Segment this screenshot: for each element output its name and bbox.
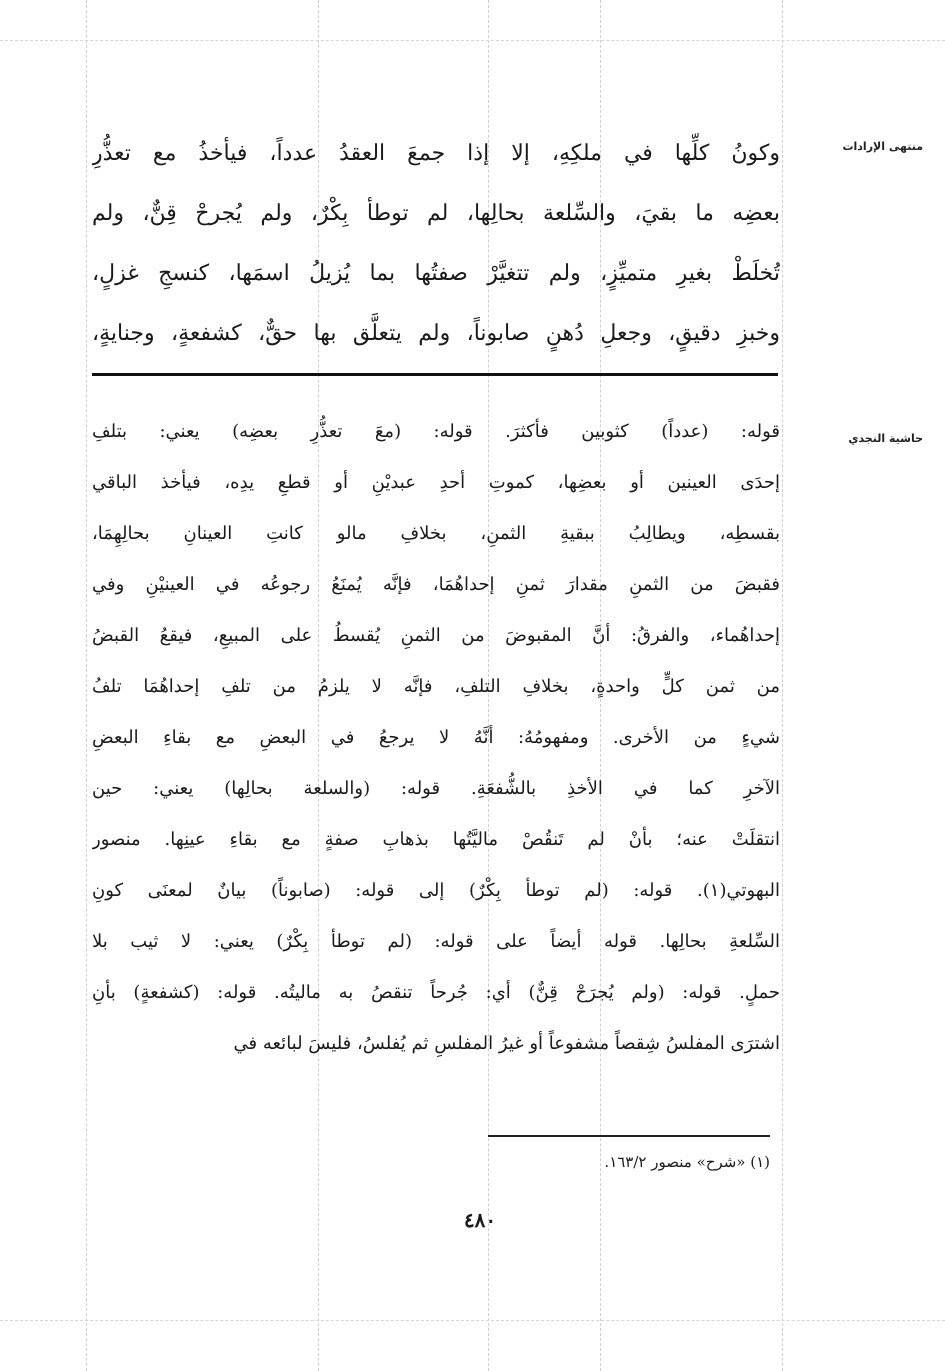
commentary-line: قوله: (عدداً) كثوبين فأكثرَ. قوله: (معَ تعذُّرِ بعضِه) يعني: بتلفِ — [92, 421, 780, 442]
side-label-main: منتهى الإرادات — [842, 140, 923, 153]
commentary-line: شيءٍ من الأخرى. ومفهومُهُ: أنَّهُ لا يرجعُ في البعضِ مع بقاءِ البعضِ — [92, 727, 780, 748]
main-text-line: وخبزِ دقيقٍ، وجعلِ دُهنٍ صابوناً، ولم يتعلَّق بها حقٌّ، كشفعةٍ، وجنايةٍ، — [92, 321, 780, 346]
commentary-line: السِّلعةِ بحالِها. قوله أيضاً على قوله: (لم توطأ بِكْرٌ) يعني: لا ثيب بلا — [92, 931, 780, 952]
side-label-commentary: حاشية النجدي — [848, 432, 923, 445]
main-text-line: بعضِه ما بقيَ، والسِّلعة بحالِها، لم توطأ بِكْرٌ، ولم يُجرحْ قِنٌّ، ولم — [92, 201, 780, 226]
commentary-text — [92, 410, 780, 1073]
scan-guide-line — [0, 40, 945, 41]
commentary-line: الآخرِ كما في الأخذِ بالشُّفعَةِ. قوله: (والسلعة بحالِها) يعني: حين — [92, 778, 780, 799]
footnote: (١) «شرح» منصور ١٦٣/٢. — [604, 1153, 770, 1171]
main-text-line: تُخلَطْ بغيرِ متميِّزٍ، ولم تتغيَّرْ صفتُها بما يُزيلُ اسمَها، كنسجِ غزلٍ، — [92, 261, 780, 286]
commentary-line: إحداهُماء، والفرقُ: أنَّ المقبوضَ من الثمنِ يُقسطُ على المبيعِ، فيقعُ القبضُ — [92, 625, 780, 646]
main-text — [92, 124, 780, 364]
commentary-line: إحدَى العينين أو بعضِها، كموتِ أحدِ عبديْنِ أو قطعِ يدِه، فيأخذ الباقي — [92, 472, 780, 493]
scan-guide-line — [782, 0, 783, 1371]
commentary-line: البهوتي(١). قوله: (لم توطأ بِكْرٌ) إلى قوله: (صابوناً) بيانٌ لمعنَى كونِ — [92, 880, 780, 901]
scan-guide-line — [0, 1320, 945, 1321]
commentary-line: فقبضَ من الثمنِ مقدارَ ثمنِ إحداهُمَا، فإنَّه يُمنَعُ رجوعُه في العينيْنِ وفي — [92, 574, 780, 595]
section-divider — [92, 373, 778, 376]
commentary-line: انتقلَتْ عنه؛ بأنْ لم تَنقُصْ ماليَّتُها بذهابِ صفةٍ مع بقاءِ عينِها. منصور — [92, 829, 780, 850]
commentary-line: بقسطِه، ويطالِبُ ببقيةِ الثمنِ، بخلافِ مالو كانتِ العينانِ بحالِهِمَا، — [92, 523, 780, 544]
commentary-line: حملٍ. قوله: (ولم يُجرَحْ قِنٌّ) أي: جُرحاً تنقصُ به ماليتُه. قوله: (كشفعةٍ) بأنِ — [92, 982, 780, 1003]
commentary-line: من ثمن كلٍّ واحدةٍ، بخلافِ التلفِ، فإنَّه لا يلزمُ من تلفِ إحداهُمَا تلفُ — [92, 676, 780, 697]
scan-guide-line — [86, 0, 87, 1371]
commentary-line: اشترَى المفلسُ شِقصاً مشفوعاً أو غيرُ المفلسِ ثم يُفلسُ، فليسَ لبائعه في — [233, 1033, 780, 1054]
page-number: ٤٨٠ — [463, 1208, 497, 1232]
footnote-divider — [488, 1135, 770, 1137]
main-text-line: وكونُ كلِّها في ملكِهِ، إلا إذا جمعَ العقدُ عدداً، فيأخذُ مع تعذُّرِ — [92, 141, 780, 166]
